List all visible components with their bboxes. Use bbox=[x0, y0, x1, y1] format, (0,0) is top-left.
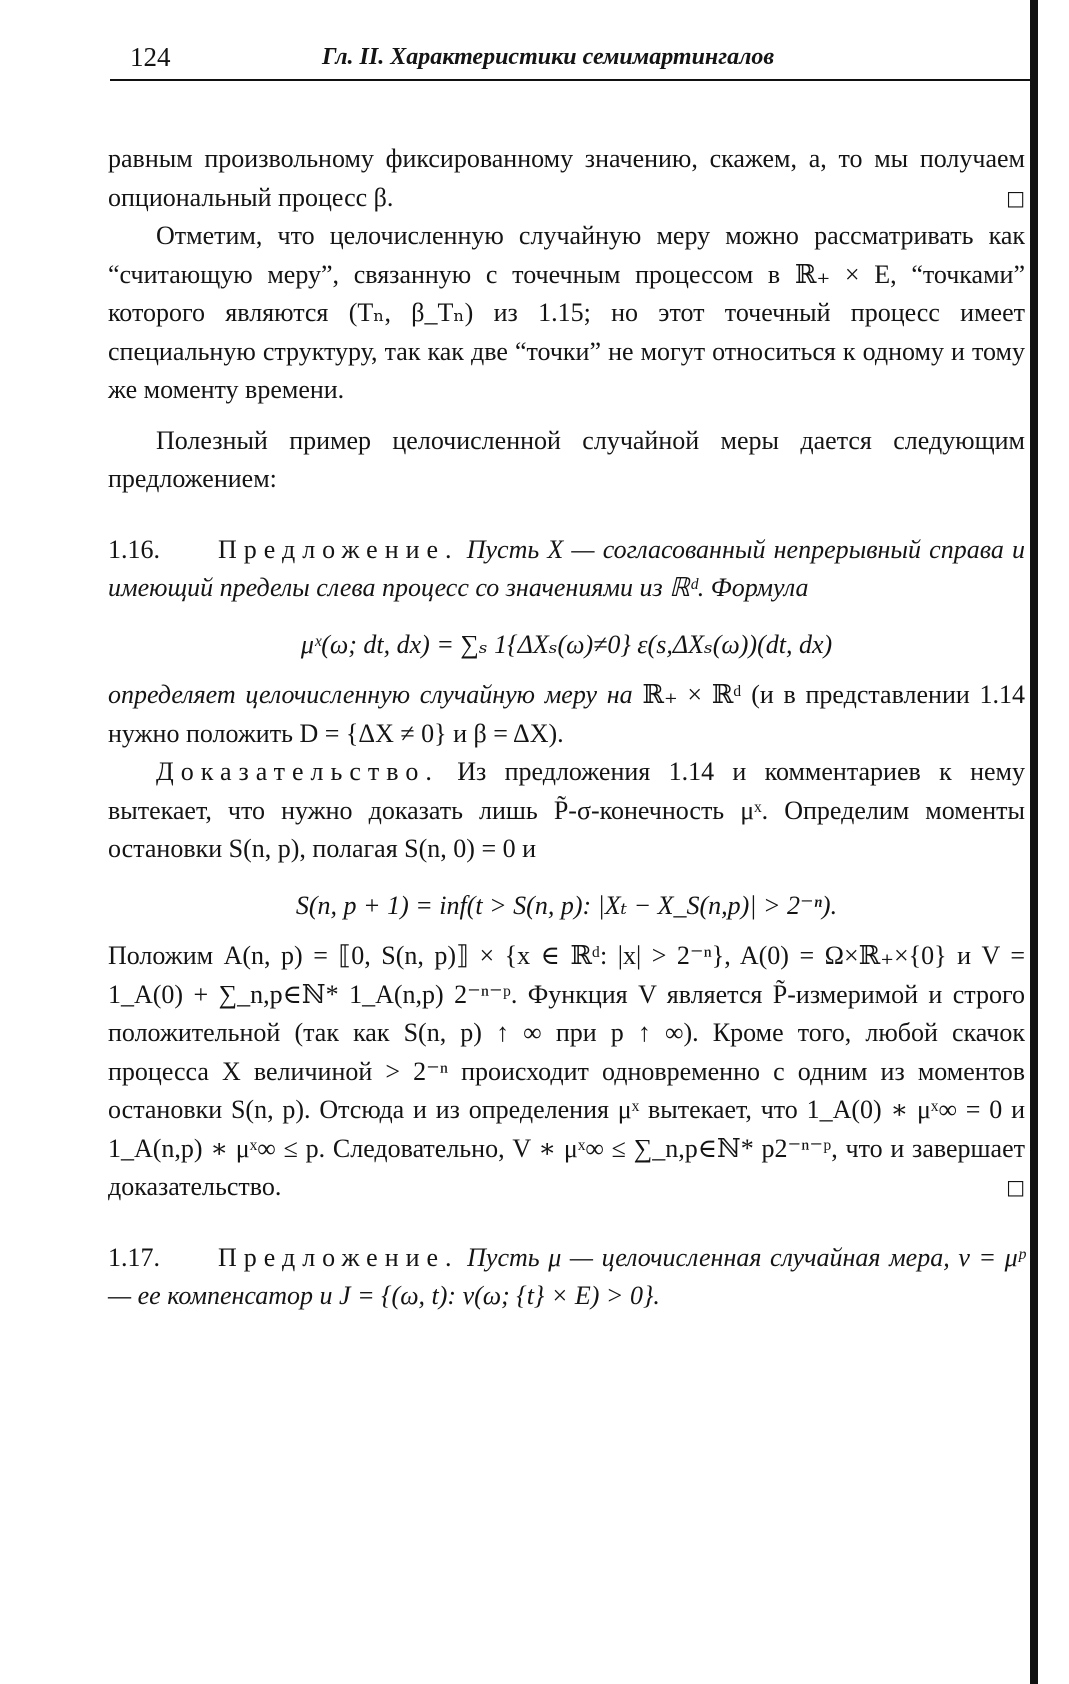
formula-mu-x: μˣ(ω; dt, dx) = ∑ₛ 1{ΔXₛ(ω)≠0} ε(s,ΔXₛ(ω))(dt, dx) bbox=[300, 629, 833, 659]
book-spine-shadow bbox=[1030, 0, 1038, 1684]
proposition-label: Предложение. bbox=[218, 1242, 459, 1272]
page-number: 124 bbox=[130, 42, 171, 72]
proposition-statement: Пусть μ — целочисленная случайная мера, ν = μᵖ — ее компенсатор и J = {(ω, t): ν(ω; {t} × E) > 0}. bbox=[108, 1242, 1025, 1310]
formula-stopping-times: S(n, p + 1) = inf(t > S(n, p): |Xₜ − X_S(n,p)| > 2⁻ⁿ). bbox=[295, 890, 838, 920]
body-text bbox=[108, 140, 1025, 1316]
proof-paragraph: Доказательство. Из предложения 1.14 и комментариев к нему вытекает, что нужно доказать лишь P̃-σ-конечность μˣ. Определим моменты остановки S(n, p), полагая S(n, 0) = 0 и bbox=[108, 757, 1025, 863]
proof-label: Доказательство. bbox=[156, 757, 439, 786]
paragraph-1: равным произвольному фиксированному значению, скажем, a, то мы получаем опциональный процесс β. □ bbox=[108, 140, 1025, 217]
proposition-number: 1.17. bbox=[108, 1242, 160, 1272]
page-header bbox=[110, 38, 1025, 78]
qed-square-icon: □ bbox=[1006, 1175, 1025, 1199]
proposition-label: Предложение. bbox=[218, 534, 459, 564]
proposition-1-16 bbox=[108, 531, 1025, 608]
qed-square-icon: □ bbox=[1006, 185, 1025, 210]
running-title: Гл. II. Характеристики семимартингалов bbox=[322, 44, 775, 70]
paragraph-2: Отметим, что целочисленную случайную меру можно рассматривать как “считающую меру”, связанную с точечным процессом в ℝ₊ × E, “точками” которого являются (Tₙ, β_Tₙ) из 1.15; но этот точечный процесс имеет специальную структуру, так как две “точки” не могут относиться к одному и тому же моменту времени. bbox=[108, 221, 1025, 404]
proposition-statement: Пусть X — согласованный непрерывный справа и имеющий пределы слева процесс со значениями из ℝᵈ. Формула bbox=[108, 534, 1025, 602]
proposition-continuation: определяет целочисленную случайную меру на ℝ₊ × ℝᵈ (и в представлении 1.14 нужно положить D = {ΔX ≠ 0} и β = ΔX). bbox=[108, 680, 1025, 748]
proposition-number: 1.16. bbox=[108, 534, 160, 564]
header-rule bbox=[110, 79, 1030, 81]
proof-paragraph-2: Положим A(n, p) = ⟦0, S(n, p)⟧ × {x ∈ ℝᵈ: |x| > 2⁻ⁿ}, A(0) = Ω×ℝ₊×{0} и V = 1_A(0) + ∑_n,p∈ℕ* 1_A(n,p) 2⁻ⁿ⁻ᵖ. Функция V является P̃-измеримой и строго положительной (так как S(n, p) ↑ ∞ при p ↑ ∞). Кроме того, любой скачок процесса X величиной > 2⁻ⁿ происходит одновременно с одним из моментов остановки S(n, p). Отсюда и из определения μˣ вытекает, что 1_A(0) ∗ μˣ∞ = 0 и 1_A(n,p) ∗ μˣ∞ ≤ p. Следовательно, V ∗ μˣ∞ ≤ ∑_n,p∈ℕ* p2⁻ⁿ⁻ᵖ, что и завершает доказательство. □ bbox=[108, 937, 1025, 1207]
proposition-1-17 bbox=[108, 1239, 1025, 1316]
paragraph-3: Полезный пример целочисленной случайной меры дается следующим предложением: bbox=[108, 425, 1025, 493]
